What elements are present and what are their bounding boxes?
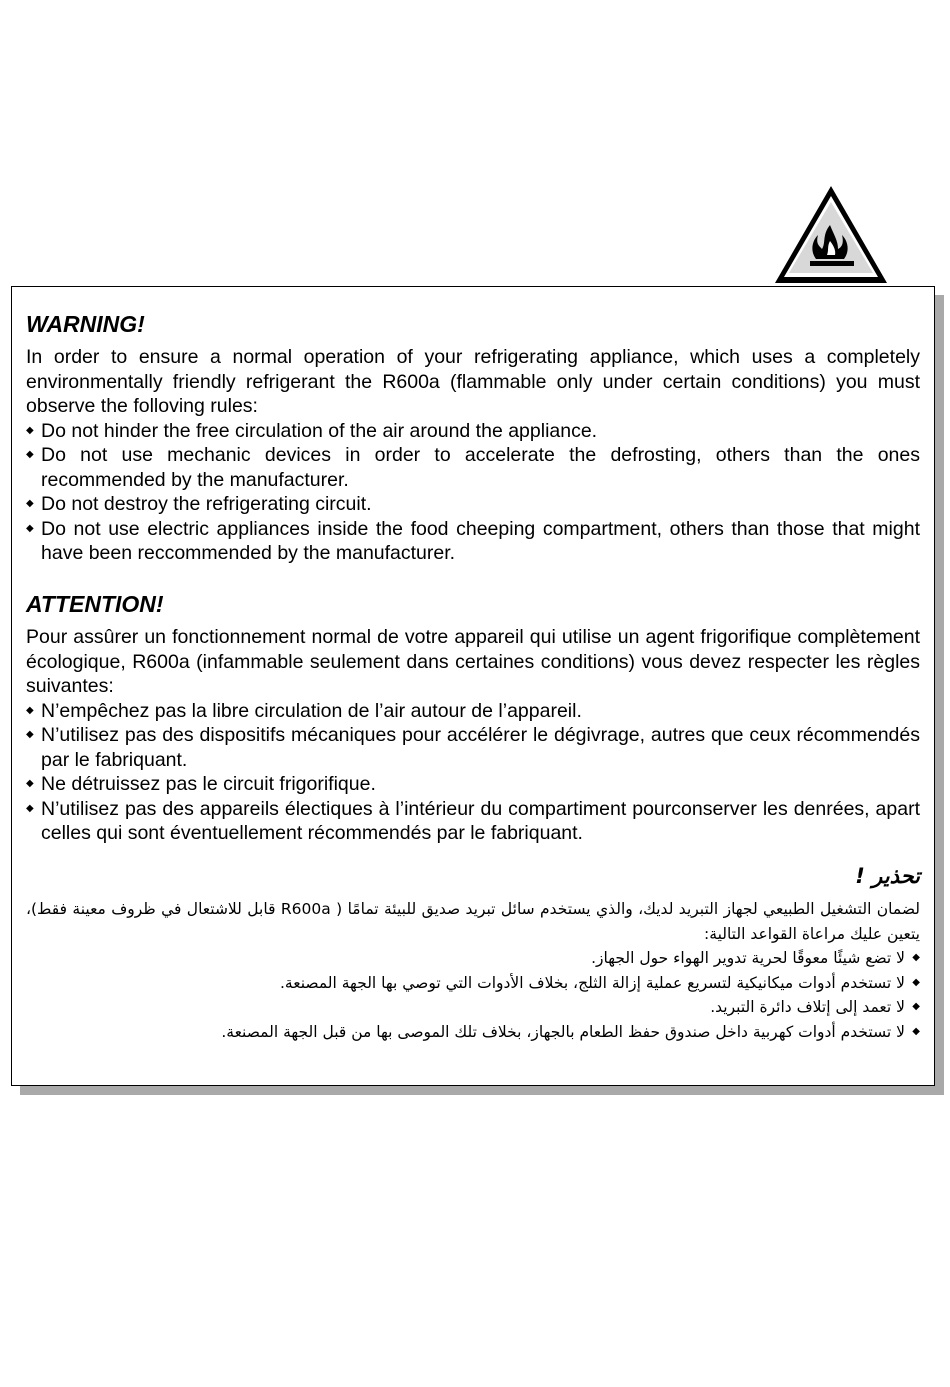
warning-section-english xyxy=(26,309,920,566)
list-item xyxy=(26,443,920,492)
rule-text: Ne détruissez pas le circuit frigorifique. xyxy=(41,773,376,795)
warning-heading: WARNING! xyxy=(26,311,145,337)
rule-text: Do not hinder the free circulation of the air around the appliance. xyxy=(41,419,598,442)
bullet-icon: ◆ xyxy=(26,778,34,789)
rule-text: N’utilisez pas des appareils électiques à l’intérieur du compartiment pourconserver les denrées, apart celles qui sont éventuellement récommendés par le fabriquant. xyxy=(41,797,920,844)
rule-text: Do not destroy the refrigerating circuit. xyxy=(41,493,372,515)
bullet-icon: ◆ xyxy=(26,498,34,509)
list-item xyxy=(26,419,920,444)
rule-text: لا تستخدم أدوات كهربية داخل صندوق حفظ الطعام بالجهاز، بخلاف تلك الموصى بها من قبل الجهة المصنعة. xyxy=(221,1022,905,1041)
warning-section-arabic xyxy=(26,861,920,1044)
bullet-icon: ◆ xyxy=(912,952,920,963)
list-item xyxy=(26,995,920,1020)
list-item xyxy=(26,946,920,971)
list-item xyxy=(26,772,920,797)
list-item xyxy=(26,517,920,566)
bullet-icon: ◆ xyxy=(912,976,920,988)
attention-rules-list xyxy=(26,699,920,846)
bullet-icon: ◆ xyxy=(26,449,34,460)
bullet-icon: ◆ xyxy=(912,1025,920,1037)
flammable-hazard-icon xyxy=(772,183,890,287)
rule-text: Do not use electric appliances inside the food cheeping compartment, others than those that might have been reccommended by the manufacturer. xyxy=(41,517,920,564)
bullet-icon: ◆ xyxy=(26,729,34,740)
bullet-icon: ◆ xyxy=(26,704,34,716)
warning-box xyxy=(11,286,935,1086)
warning-rules-list xyxy=(26,419,920,566)
attention-intro: Pour assûrer un fonctionnement normal de votre appareil qui utilise un agent frigorifique complètement écologique, R600a (infammable seulement dans certaines conditions) vous devez respecter les règles suivantes: xyxy=(26,626,920,697)
list-item xyxy=(26,1020,920,1045)
list-item xyxy=(26,797,920,846)
arabic-heading: تحذير ! xyxy=(855,864,920,888)
attention-section-french xyxy=(26,589,920,846)
list-item xyxy=(26,971,920,996)
bullet-icon: ◆ xyxy=(26,522,34,534)
rule-text: N’utilisez pas des dispositifs mécaniques pour accélérer le dégivrage, autres que ceux récommendés par le fabriquant. xyxy=(41,724,920,771)
list-item xyxy=(26,723,920,772)
bullet-icon: ◆ xyxy=(26,802,34,814)
arabic-rules-list xyxy=(26,946,920,1044)
bullet-icon: ◆ xyxy=(26,424,34,436)
bullet-icon: ◆ xyxy=(912,1001,920,1012)
rule-text: Do not use mechanic devices in order to accelerate the defrosting, others than the ones recommended by the manufacturer. xyxy=(41,444,920,491)
rule-text: لا تضع شيئًا معوقًا لحرية تدوير الهواء حول الجهاز. xyxy=(591,949,905,967)
rule-text: لا تستخدم أدوات ميكانيكية لتسريع عملية إزالة الثلج، بخلاف الأدوات التي توصي بها الجهة المصنعة. xyxy=(279,973,905,992)
arabic-intro: لضمان التشغيل الطبيعي لجهاز التبريد لديك، والذي يستخدم سائل تبريد صديق للبيئة تمامًا ( R600a قابل للاشتعال في ظروف معينة فقط)، يتعين عليك مراعاة القواعد التالية: xyxy=(26,900,920,943)
warning-intro: In order to ensure a normal operation of your refrigerating appliance, which uses a completely environmentally friendly refrigerant the R600a (flammable only under certain conditions) you must observe the folloving rules: xyxy=(26,346,920,417)
list-item xyxy=(26,492,920,517)
rule-text: لا تعمد إلى إتلاف دائرة التبريد. xyxy=(710,998,905,1016)
list-item xyxy=(26,699,920,724)
rule-text: N’empêchez pas la libre circulation de l’air autour de l’appareil. xyxy=(41,699,582,722)
attention-heading: ATTENTION! xyxy=(26,591,164,617)
